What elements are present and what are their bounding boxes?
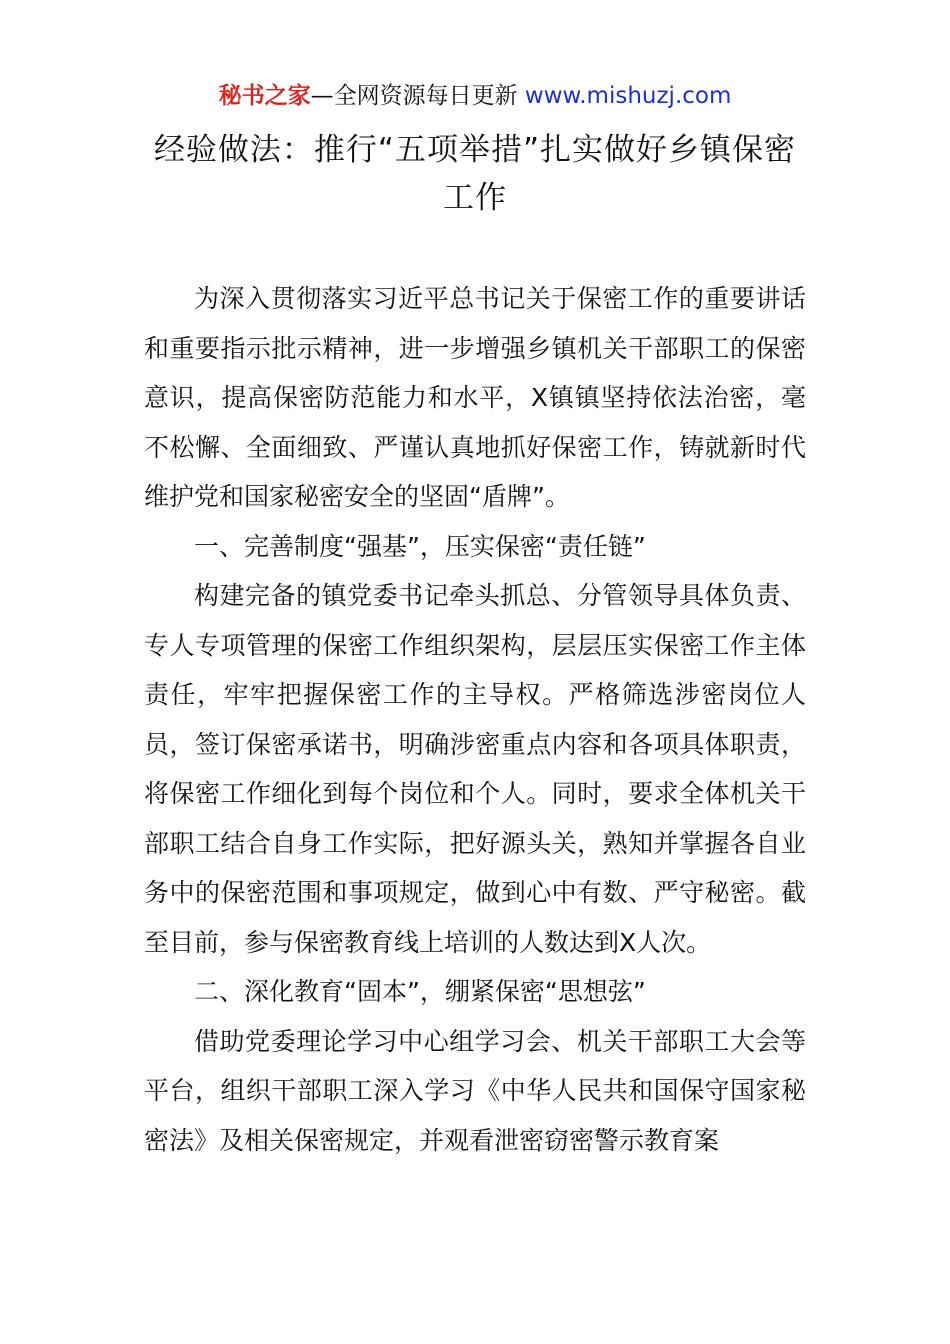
paragraph-section-1: 构建完备的镇党委书记牵头抓总、分管领导具体负责、专人专项管理的保密工作组织架构，层层压实保密工作主体责任，牢牢把握保密工作的主导权。严格筛选涉密岗位人员，签订保密承诺书，明确涉密重点内容和各项具体职责，将保密工作细化到每个岗位和个人。同时，要求全体机关干部职工结合自身工作实际，把好源头关，熟知并掌握各自业务中的保密范围和事项规定，做到心中有数、严守秘密。截至目前，参与保密教育线上培训的人数达到X人次。 (144, 581, 806, 957)
site-tagline: —全网资源每日更新 (310, 83, 518, 109)
site-brand: 秘书之家 (218, 83, 311, 109)
section-heading-2: 二、深化教育“固本”，绷紧保密“思想弦” (194, 977, 646, 1006)
site-url-link[interactable]: www.mishuzj.com (524, 83, 732, 109)
section-heading-1: 一、完善制度“强基”，压实保密“责任链” (194, 531, 646, 561)
document-title: 经验做法：推行“五项举措”扎实做好乡镇保密工作 (153, 132, 797, 216)
paragraph-intro: 为深入贯彻落实习近平总书记关于保密工作的重要讲话和重要指示批示精神，进一步增强乡镇机关干部职工的保密意识，提高保密防范能力和水平，X镇镇坚持依法治密，毫不松懈、全面细致、严谨认真地抓好保密工作，铸就新时代维护党和国家秘密安全的坚固“盾牌”。 (144, 284, 806, 511)
site-header (0, 80, 950, 112)
document-body (144, 274, 806, 1165)
paragraph-section-2: 借助党委理论学习中心组学习会、机关干部职工大会等平台，组织干部职工深入学习《中华人民共和国保守国家秘密法》及相关保密规定，并观看泄密窃密警示教育案 (144, 1026, 806, 1155)
